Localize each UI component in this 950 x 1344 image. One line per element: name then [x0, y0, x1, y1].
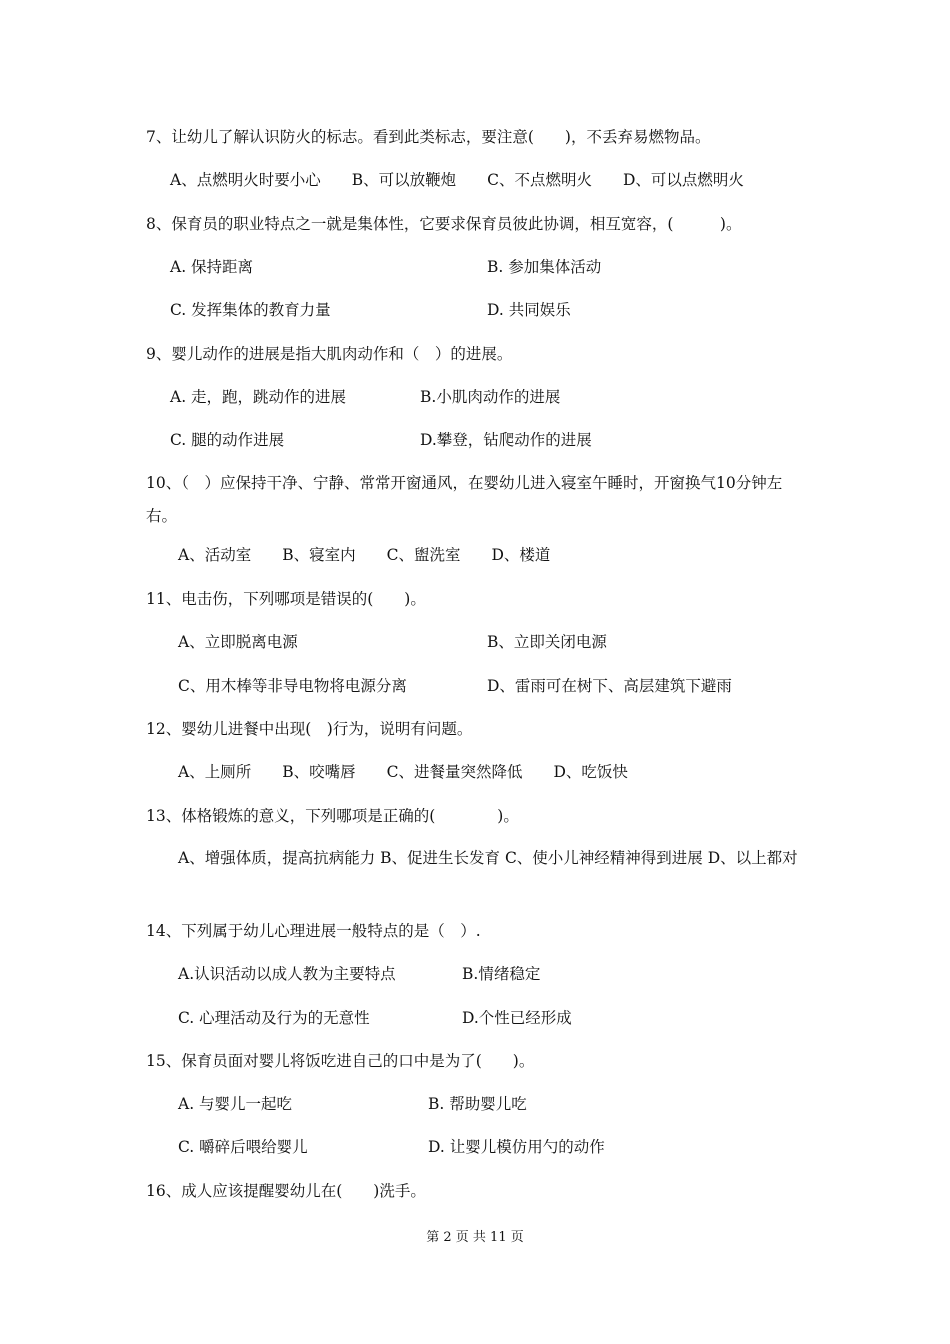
- question-15: 15、保育员面对婴儿将饭吃进自己的口中是为了( )。: [146, 1052, 535, 1070]
- question-11-option-d: D、雷雨可在树下、高层建筑下避雨: [487, 677, 732, 695]
- question-15-option-d: D. 让婴儿模仿用勺的动作: [428, 1138, 605, 1156]
- question-12-options: A、上厕所 B、咬嘴唇 C、进餐量突然降低 D、吃饭快: [178, 763, 628, 781]
- question-10-options: A、活动室 B、寝室内 C、盥洗室 D、楼道: [178, 546, 551, 564]
- question-7-options: A、点燃明火时要小心 B、可以放鞭炮 C、不点燃明火 D、可以点燃明火: [170, 171, 744, 189]
- question-11-option-c: C、用木棒等非导电物将电源分离: [178, 677, 407, 695]
- question-8-option-d: D. 共同娱乐: [487, 301, 571, 319]
- page-footer: 第 2 页 共 11 页: [426, 1230, 524, 1245]
- question-9-option-c: C. 腿的动作进展: [170, 431, 285, 449]
- question-14: 14、下列属于幼儿心理进展一般特点的是（ ）.: [146, 922, 481, 940]
- question-11: 11、电击伤，下列哪项是错误的( )。: [146, 590, 426, 608]
- question-15-option-a: A. 与婴儿一起吃: [178, 1095, 293, 1113]
- question-9-option-a: A. 走，跑，跳动作的进展: [170, 388, 347, 406]
- question-8-option-c: C. 发挥集体的教育力量: [170, 301, 331, 319]
- question-11-option-b: B、立即关闭电源: [487, 633, 607, 651]
- question-9: 9、婴儿动作的进展是指大肌肉动作和（ ）的进展。: [146, 345, 513, 363]
- question-8-option-a: A. 保持距离: [170, 258, 254, 276]
- question-15-option-c: C. 嚼碎后喂给婴儿: [178, 1138, 308, 1156]
- question-14-option-d: D.个性已经形成: [462, 1009, 572, 1027]
- question-14-option-a: A.认识活动以成人教为主要特点: [178, 965, 396, 983]
- question-9-option-d: D.攀登，钻爬动作的进展: [420, 431, 592, 449]
- question-7: 7、让幼儿了解认识防火的标志。看到此类标志，要注意( )，不丢弃易燃物品。: [146, 128, 711, 146]
- question-14-option-c: C. 心理活动及行为的无意性: [178, 1009, 370, 1027]
- question-16: 16、成人应该提醒婴幼儿在( )洗手。: [146, 1182, 426, 1200]
- question-8: 8、保育员的职业特点之一就是集体性，它要求保育员彼此协调，相互宽容，( )。: [146, 215, 742, 233]
- question-13: 13、体格锻炼的意义，下列哪项是正确的( )。: [146, 807, 519, 825]
- question-15-option-b: B. 帮助婴儿吃: [428, 1095, 527, 1113]
- question-10: 10、（ ）应保持干净、宁静、常常开窗通风，在婴幼儿进入寝室午睡时，开窗换气10分钟左右。: [146, 474, 783, 525]
- question-11-option-a: A、立即脱离电源: [178, 633, 298, 651]
- question-13-options: A、增强体质，提高抗病能力 B、促进生长发育 C、使小儿神经精神得到进展 D、以上都对: [178, 849, 798, 867]
- question-8-option-b: B. 参加集体活动: [487, 258, 602, 276]
- question-12: 12、婴幼儿进餐中出现( )行为，说明有问题。: [146, 720, 473, 738]
- question-9-option-b: B.小肌肉动作的进展: [420, 388, 561, 406]
- question-14-option-b: B.情绪稳定: [462, 965, 541, 983]
